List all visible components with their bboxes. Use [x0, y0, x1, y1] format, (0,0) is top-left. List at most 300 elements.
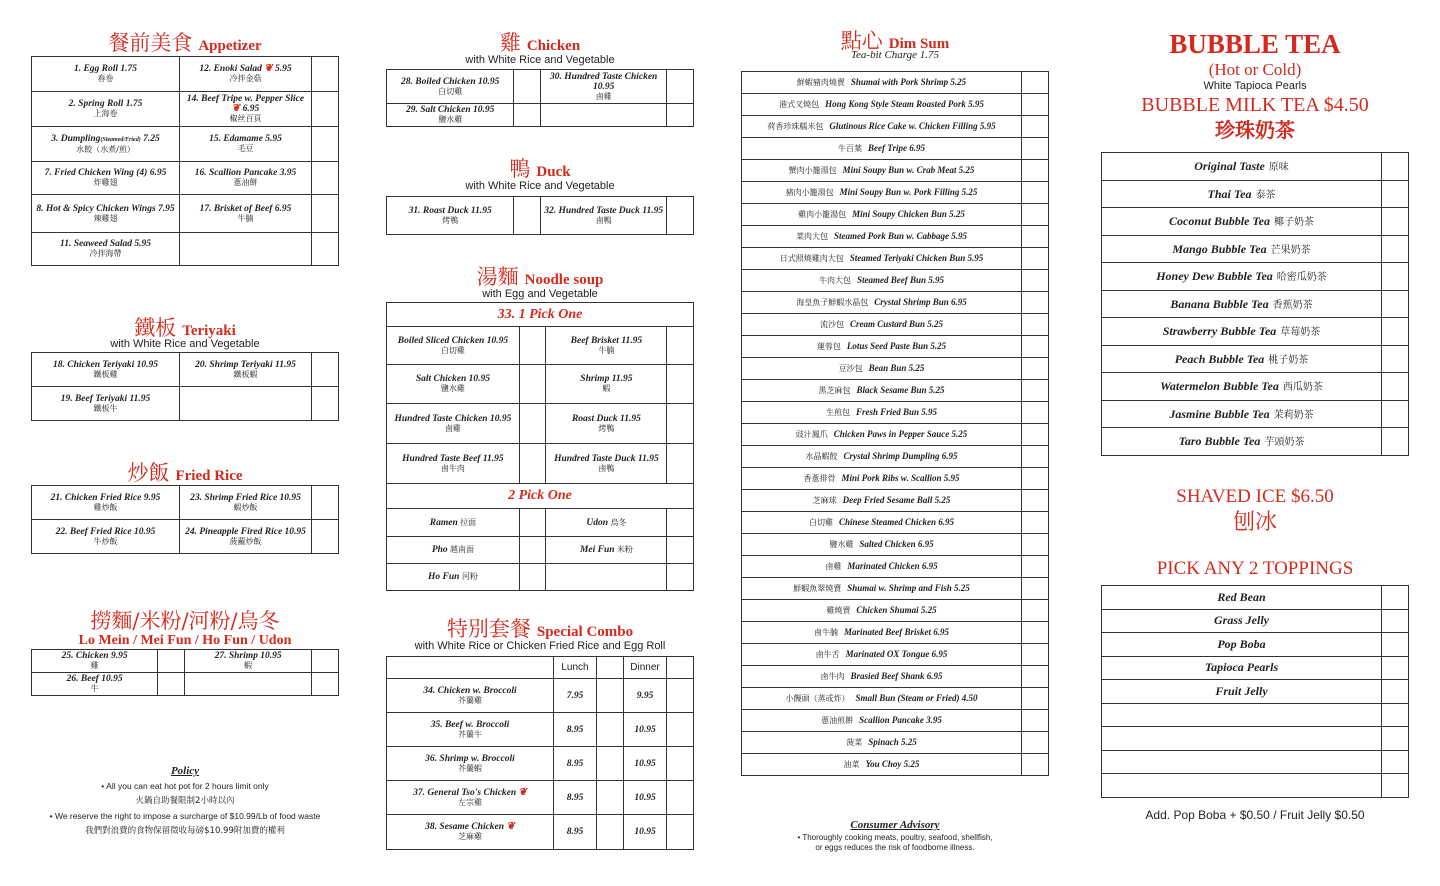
bubble-tea-item: [1102, 400, 1382, 428]
empty-cell: [667, 404, 694, 444]
dimsum-item: [742, 94, 1022, 116]
bubble-tea-item-en: Jasmine Bubble Tea: [1169, 406, 1270, 421]
dimsum-item-zh: 鹵牛舌: [815, 650, 840, 659]
toppings-table: [1101, 585, 1409, 798]
dinner-price: 10.95: [624, 815, 667, 850]
dimsum-row: [742, 380, 1049, 402]
bubble-tea-row: [1102, 428, 1409, 456]
lunch-price: 8.95: [554, 747, 597, 781]
menu-item: 19. Beef Teriyaki 11.95 鐵板牛: [32, 387, 180, 421]
empty-cell: [1022, 402, 1049, 424]
dimsum-row: [742, 688, 1049, 710]
policy-line-zh: 火鍋自助餐限制2小時以內: [135, 796, 235, 806]
empty-cell: [1382, 774, 1409, 798]
tea-bit-charge: Tea-bit Charge 1.75: [850, 49, 940, 61]
bubble-tea-item-en: Banana Bubble Tea: [1170, 296, 1269, 311]
dimsum-item-en: Glutinous Rice Cake w. Chicken Filling 5.95: [829, 121, 996, 131]
lomein-title-zh: 撈麵/米粉/河粉/烏冬: [90, 609, 280, 633]
dimsum-item-zh: 豉汁鳳爪: [795, 430, 828, 439]
teriyaki-title-zh: 鐵板: [134, 316, 177, 340]
dimsum-item-zh: 香蔥排骨: [803, 474, 836, 483]
bubble-milk-tea-price: BUBBLE MILK TEA $4.50: [1141, 94, 1369, 116]
topping-item: Tapioca Pearls: [1102, 656, 1382, 680]
menu-item: Hundred Taste Beef 11.95 鹵牛肉: [387, 444, 520, 484]
empty-cell: [1022, 292, 1049, 314]
bubble-tea-item-en: Honey Dew Bubble Tea: [1156, 269, 1273, 284]
empty-cell: [666, 104, 693, 127]
noodle-table: [386, 302, 694, 591]
noodle-option: Ramen 拉面: [387, 509, 520, 537]
pick-one-heading: 33. 1 Pick One: [387, 303, 694, 327]
empty-cell: [519, 537, 546, 564]
menu-item: 15. Edamame 5.95 毛豆: [180, 127, 312, 162]
lunch-price: 7.95: [554, 679, 597, 713]
bubble-tea-row: [1102, 208, 1409, 236]
dimsum-row: [742, 270, 1049, 292]
empty-cell: [1382, 263, 1409, 291]
bubble-tea-item-zh: 芋頭奶茶: [1264, 437, 1305, 449]
menu-item: 35. Beef w. Broccoli 芥蘭牛: [387, 713, 554, 747]
dimsum-item: [742, 644, 1022, 666]
empty-cell: [597, 679, 624, 713]
empty-cell: [158, 650, 185, 673]
menu-item: 29. Salt Chicken 10.95 鹽水雞: [387, 104, 514, 127]
dimsum-item-en: Crystal Shrimp Dumpling 6.95: [843, 451, 958, 461]
empty-cell: [180, 233, 312, 266]
empty-cell: [1382, 153, 1409, 181]
topping-row: [1102, 656, 1409, 680]
dimsum-item-zh: 黑芝麻包: [818, 386, 851, 395]
dimsum-row: [742, 754, 1049, 776]
lomein-header: [30, 605, 340, 649]
topping-item: Fruit Jelly: [1102, 680, 1382, 704]
fried-rice-table: [31, 485, 339, 554]
topping-row: [1102, 680, 1409, 704]
bubble-tea-item: [1102, 318, 1382, 346]
dimsum-row: [742, 358, 1049, 380]
dimsum-row: [742, 600, 1049, 622]
empty-cell: [667, 564, 694, 591]
bubble-tea-item-zh: 芒果奶茶: [1270, 244, 1311, 256]
chili-pepper-icon: ❦: [231, 103, 241, 114]
lunch-price: 8.95: [554, 781, 597, 815]
menu-item: 3. Dumpling(Steamed/Fried) 7.25 水餃（水煮/煎）: [32, 127, 180, 162]
dimsum-item-en: Chicken Shumai 5.25: [856, 605, 937, 615]
dimsum-item: [742, 226, 1022, 248]
noodle-title-en: Noodle soup: [524, 272, 604, 288]
empty-cell: [185, 673, 311, 696]
empty-cell: [519, 365, 546, 404]
chicken-header: [385, 27, 695, 57]
empty-cell: [1382, 727, 1409, 751]
consumer-advisory: [740, 820, 1050, 853]
menu-item: Beef Brisket 11.95 牛腩: [546, 327, 667, 365]
menu-item: 37. General Tso's Chicken ❦ 左宗雞: [387, 781, 554, 815]
topping-item: Pop Boba: [1102, 633, 1382, 657]
dimsum-item-zh: 鹵牛肉: [820, 672, 845, 681]
menu-item: Roast Duck 11.95 烤鴨: [546, 404, 667, 444]
combo-header: [385, 613, 695, 643]
chili-pepper-icon: ❦: [506, 821, 515, 832]
empty-cell: [667, 365, 694, 404]
menu-item: 2. Spring Roll 1.75 上海卷: [32, 92, 180, 127]
dimsum-item-zh: 日式照燒雞肉大包: [779, 254, 844, 263]
empty-cell: [1022, 446, 1049, 468]
dimsum-item-en: Salted Chicken 6.95: [859, 539, 934, 549]
fried-rice-title-en: Fried Rice: [175, 468, 243, 484]
dimsum-row: [742, 666, 1049, 688]
bubble-tea-item-en: Coconut Bubble Tea: [1169, 214, 1270, 229]
empty-cell: [312, 162, 339, 195]
bubble-tea-item-zh: 原味: [1268, 162, 1289, 174]
empty-cell: [312, 233, 339, 266]
empty-cell: [514, 104, 541, 127]
empty-cell: [1022, 380, 1049, 402]
menu-item: 30. Hundred Taste Chicken 10.95 鹵雞: [541, 70, 666, 104]
empty-cell: [387, 657, 554, 679]
bubble-tea-item-zh: 椰子奶茶: [1273, 217, 1314, 229]
bubble-tea-item-en: Strawberry Bubble Tea: [1162, 324, 1277, 339]
bubble-tea-row: [1102, 180, 1409, 208]
dimsum-item: [742, 402, 1022, 424]
shaved-ice-title: SHAVED ICE $6.50: [1176, 486, 1334, 507]
appetizer-title-zh: 餐前美食: [108, 31, 193, 55]
empty-cell: [1102, 703, 1382, 727]
dimsum-item-zh: 生煎包: [825, 408, 850, 417]
empty-cell: [311, 673, 338, 696]
bubble-tea-row: [1102, 345, 1409, 373]
bubble-tea-row: [1102, 263, 1409, 291]
menu-item: 34. Chicken w. Broccoli 芥蘭雞: [387, 679, 554, 713]
teriyaki-subtitle: with White Rice and Vegetable: [110, 338, 260, 350]
policy-title: Policy: [170, 765, 200, 777]
empty-cell: [519, 509, 546, 537]
shaved-ice-zh: 刨冰: [1232, 510, 1277, 535]
dimsum-item: [742, 160, 1022, 182]
dimsum-row: [742, 534, 1049, 556]
dimsum-item-en: Shumai with Pork Shrimp 5.25: [850, 77, 967, 87]
menu-item: 23. Shrimp Fried Rice 10.95 蝦炒飯: [180, 486, 312, 520]
empty-cell: [519, 564, 546, 591]
dimsum-row: [742, 94, 1049, 116]
dimsum-item: [742, 380, 1022, 402]
dimsum-item-en: Spinach 5.25: [868, 737, 917, 747]
bubble-tea-item: [1102, 180, 1382, 208]
menu-item: 14. Beef Tripe w. Pepper Slice ❦ 6.95 椒丝百頁: [180, 92, 312, 127]
dimsum-item: [742, 424, 1022, 446]
noodle-option: Ho Fun 河粉: [387, 564, 520, 591]
empty-cell: [312, 520, 339, 554]
dimsum-item-en: You Choy 5.25: [865, 759, 920, 769]
topping-item: Grass Jelly: [1102, 609, 1382, 633]
dimsum-item-en: Fresh Fried Bun 5.95: [855, 407, 938, 417]
empty-cell: [1382, 703, 1409, 727]
dimsum-item-en: Brasied Beef Shank 6.95: [850, 671, 943, 681]
duck-table: [386, 196, 694, 235]
empty-cell: [546, 564, 667, 591]
dimsum-item-en: Beef Tripe 6.95: [868, 143, 925, 153]
policy-line: • We reserve the right to impose a surcharge of $10.99/Lb of food waste: [49, 811, 321, 821]
dimsum-item-zh: 荷香珍珠糯米包: [767, 122, 824, 131]
toppings-title: PICK ANY 2 TOPPINGS: [1156, 558, 1354, 579]
empty-cell: [1022, 732, 1049, 754]
empty-cell: [1382, 750, 1409, 774]
bubble-tea-row: [1102, 400, 1409, 428]
dimsum-item-en: Chicken Paws in Pepper Sauce 5.25: [833, 429, 968, 439]
dimsum-item: [742, 446, 1022, 468]
dinner-price: 10.95: [624, 747, 667, 781]
topping-row: [1102, 750, 1409, 774]
empty-cell: [541, 104, 666, 127]
dimsum-item-en: Mini Pork Ribs w. Scallion 5.95: [841, 473, 960, 483]
dimsum-item-en: Shumai w. Shrimp and Fish 5.25: [847, 583, 970, 593]
topping-row: [1102, 774, 1409, 798]
empty-cell: [519, 404, 546, 444]
dimsum-item-zh: 牛肉大包: [819, 276, 851, 285]
dimsum-item-en: Mini Soupy Bun w. Pork Filling 5.25: [839, 187, 978, 197]
menu-item: 12. Enoki Salad ❦ 5.95 冷拌金菇: [180, 57, 312, 92]
empty-cell: [312, 57, 339, 92]
menu-item: Boiled Sliced Chicken 10.95 白切雞: [387, 327, 520, 365]
menu-item: Hundred Taste Chicken 10.95 鹵雞: [387, 404, 520, 444]
empty-cell: [667, 781, 694, 815]
dimsum-item-en: Crystal Shrimp Bun 6.95: [874, 297, 967, 307]
dimsum-item-zh: 鹵雞: [825, 562, 842, 571]
dimsum-item-zh: 鮮蝦豬肉燒賣: [796, 78, 845, 87]
empty-cell: [1382, 680, 1409, 704]
empty-cell: [519, 444, 546, 484]
dimsum-row: [742, 182, 1049, 204]
menu-item: Shrimp 11.95 蝦: [546, 365, 667, 404]
dimsum-row: [742, 424, 1049, 446]
empty-cell: [1022, 512, 1049, 534]
shaved-ice-header: [1100, 485, 1410, 537]
lomein-table: [31, 649, 339, 696]
combo-title-zh: 特別套餐: [446, 617, 531, 641]
dimsum-row: [742, 292, 1049, 314]
dimsum-item-zh: 菠菜: [846, 738, 863, 747]
dimsum-item-zh: 芝麻球: [812, 496, 837, 505]
dimsum-item-en: Scallion Pancake 3.95: [859, 715, 942, 725]
empty-cell: [1382, 633, 1409, 657]
fried-rice-title-zh: 炒飯: [127, 461, 170, 485]
menu-item: 32. Hundred Taste Duck 11.95 鹵鴨: [541, 197, 666, 235]
empty-cell: [1022, 72, 1049, 94]
empty-cell: [667, 747, 694, 781]
empty-cell: [1382, 208, 1409, 236]
chicken-subtitle: with White Rice and Vegetable: [465, 54, 615, 66]
menu-item: 26. Beef 10.95 牛: [32, 673, 158, 696]
dimsum-item: [742, 666, 1022, 688]
menu-item: 24. Pineapple Fired Rice 10.95 菠蘿炒飯: [180, 520, 312, 554]
lunch-price: 8.95: [554, 713, 597, 747]
dimsum-item: [742, 468, 1022, 490]
combo-table: [386, 656, 694, 850]
teriyaki-table: [31, 352, 339, 421]
dimsum-item: [742, 534, 1022, 556]
duck-header: [385, 153, 695, 183]
menu-item: Salt Chicken 10.95 鹽水雞: [387, 365, 520, 404]
empty-cell: [514, 70, 541, 104]
empty-cell: [1022, 490, 1049, 512]
empty-cell: [597, 713, 624, 747]
dimsum-item: [742, 754, 1022, 776]
menu-item: 25. Chicken 9.95 雞: [32, 650, 158, 673]
dimsum-item-en: Bean Bun 5.25: [868, 363, 925, 373]
empty-cell: [312, 486, 339, 520]
empty-cell: [1022, 688, 1049, 710]
topping-row: [1102, 586, 1409, 610]
dimsum-item-en: Marinated Chicken 6.95: [847, 561, 938, 571]
dimsum-item-en: Marinated Beef Brisket 6.95: [844, 627, 949, 637]
dimsum-item-zh: 豬肉小籠湯包: [785, 188, 834, 197]
empty-cell: [667, 444, 694, 484]
dimsum-item: [742, 182, 1022, 204]
bubble-tea-item-zh: 草莓奶茶: [1280, 327, 1321, 339]
dimsum-title-en: Dim Sum: [888, 36, 950, 52]
topping-row: [1102, 727, 1409, 751]
menu-item: 17. Brisket of Beef 6.95 牛腩: [180, 195, 312, 233]
bubble-tea-item-zh: 哈密瓜奶茶: [1276, 272, 1327, 284]
dimsum-row: [742, 226, 1049, 248]
advisory-line: • Thoroughly cooking meats, poultry, seafood, shellfish,: [797, 833, 993, 842]
dimsum-row: [742, 402, 1049, 424]
dimsum-item: [742, 358, 1022, 380]
dimsum-item-en: Hong Kong Style Steam Roasted Pork 5.95: [825, 99, 984, 109]
bubble-tea-item-zh: 西瓜奶茶: [1282, 382, 1323, 394]
dimsum-row: [742, 556, 1049, 578]
dimsum-row: [742, 732, 1049, 754]
empty-cell: [597, 747, 624, 781]
menu-item: 38. Sesame Chicken ❦ 芝麻雞: [387, 815, 554, 850]
chicken-title-en: Chicken: [526, 38, 581, 54]
dimsum-item-zh: 流沙包: [819, 320, 844, 329]
bubble-tea-hot-cold: (Hot or Cold): [1208, 60, 1302, 79]
bubble-tea-row: [1102, 235, 1409, 263]
appetizer-header: [30, 27, 340, 57]
duck-title-zh: 鴨: [509, 157, 531, 181]
empty-cell: [311, 650, 338, 673]
empty-cell: [1022, 424, 1049, 446]
policy-block: [30, 764, 340, 839]
empty-cell: [667, 327, 694, 365]
dimsum-item-en: Cream Custard Bun 5.25: [849, 319, 944, 329]
menu-item: 7. Fried Chicken Wing (4) 6.95 炸雞翅: [32, 162, 180, 195]
bubble-tea-pearls: White Tapioca Pearls: [1203, 80, 1307, 92]
dimsum-item: [742, 270, 1022, 292]
noodle-option: Mei Fun 米粉: [546, 537, 667, 564]
dimsum-item-en: Deep Fried Sesame Ball 5.25: [842, 495, 951, 505]
empty-cell: [312, 353, 339, 387]
dimsum-item-zh: 白切雞: [808, 518, 833, 527]
bubble-tea-item-en: Mango Bubble Tea: [1172, 241, 1267, 256]
empty-cell: [514, 197, 541, 235]
bubble-tea-item-zh: 桃子奶茶: [1268, 354, 1309, 366]
empty-cell: [1022, 182, 1049, 204]
dimsum-item-zh: 雞燒賣: [826, 606, 851, 615]
dimsum-item-en: Small Bun (Steam or Fried) 4.50: [855, 693, 978, 703]
empty-cell: [667, 657, 694, 679]
dimsum-row: [742, 160, 1049, 182]
dinner-price: 10.95: [624, 781, 667, 815]
empty-cell: [1022, 358, 1049, 380]
dimsum-item: [742, 710, 1022, 732]
dimsum-item-en: Marinated OX Tongue 6.95: [845, 649, 948, 659]
empty-cell: [1022, 754, 1049, 776]
policy-line-zh: 我們對浪費的食物保留徵收每磅$10.99附加費的權利: [85, 826, 285, 836]
empty-cell: [1382, 345, 1409, 373]
dimsum-table: [741, 71, 1049, 776]
dimsum-item: [742, 688, 1022, 710]
dimsum-item-zh: 蔥油煎餅: [821, 716, 854, 725]
bubble-tea-item: [1102, 290, 1382, 318]
empty-cell: [1382, 180, 1409, 208]
empty-cell: [1022, 248, 1049, 270]
empty-cell: [597, 781, 624, 815]
dimsum-item-en: Lotus Seed Paste Bun 5.25: [846, 341, 947, 351]
menu-item: Hundred Taste Duck 11.95 鹵鴨: [546, 444, 667, 484]
dimsum-item-en: Steamed Teriyaki Chicken Bun 5.95: [849, 253, 984, 263]
empty-cell: [1022, 710, 1049, 732]
bubble-tea-item: [1102, 428, 1382, 456]
empty-cell: [158, 673, 185, 696]
empty-cell: [666, 70, 693, 104]
dimsum-item-zh: 蟹肉小籠湯包: [788, 166, 837, 175]
menu-item: 16. Scallion Pancake 3.95 蔥油餅: [180, 162, 312, 195]
empty-cell: [1382, 318, 1409, 346]
empty-cell: [1022, 622, 1049, 644]
bubble-tea-item: [1102, 153, 1382, 181]
bubble-tea-item-zh: 茉莉奶茶: [1273, 409, 1314, 421]
policy-line: • All you can eat hot pot for 2 hours limit only: [101, 781, 269, 791]
bubble-tea-row: [1102, 290, 1409, 318]
bubble-tea-item-zh: 香蕉奶茶: [1272, 299, 1313, 311]
empty-cell: [1102, 727, 1382, 751]
dimsum-item: [742, 204, 1022, 226]
empty-cell: [1382, 609, 1409, 633]
bubble-tea-header: [1100, 28, 1410, 143]
pick-two-heading: 2 Pick One: [387, 484, 694, 509]
dimsum-item-zh: 港式叉燒包: [779, 100, 820, 109]
bubble-tea-item-en: Thai Tea: [1207, 186, 1252, 201]
empty-cell: [1382, 656, 1409, 680]
chili-pepper-icon: ❦: [264, 63, 273, 74]
dimsum-item: [742, 248, 1022, 270]
dimsum-item-en: Steamed Beef Bun 5.95: [857, 275, 944, 285]
bubble-milk-tea-zh: 珍珠奶茶: [1215, 118, 1295, 142]
combo-subtitle: with White Rice or Chicken Fried Rice and Egg Roll: [414, 640, 666, 652]
dimsum-item-en: Mini Soupy Chicken Bun 5.25: [852, 209, 965, 219]
empty-cell: [667, 815, 694, 850]
dimsum-item: [742, 336, 1022, 358]
dimsum-item-en: Black Sesame Bun 5.25: [856, 385, 945, 395]
topping-row: [1102, 609, 1409, 633]
menu-item: 1. Egg Roll 1.75 春卷: [32, 57, 180, 92]
dimsum-row: [742, 314, 1049, 336]
dimsum-item: [742, 600, 1022, 622]
dimsum-row: [742, 644, 1049, 666]
empty-cell: [1022, 468, 1049, 490]
empty-cell: [519, 327, 546, 365]
dimsum-row: [742, 116, 1049, 138]
dimsum-item-zh: 蓮蓉包: [816, 342, 841, 351]
dimsum-item: [742, 732, 1022, 754]
empty-cell: [1022, 578, 1049, 600]
dimsum-row: [742, 710, 1049, 732]
empty-cell: [1022, 226, 1049, 248]
empty-cell: [1382, 586, 1409, 610]
dimsum-item: [742, 512, 1022, 534]
